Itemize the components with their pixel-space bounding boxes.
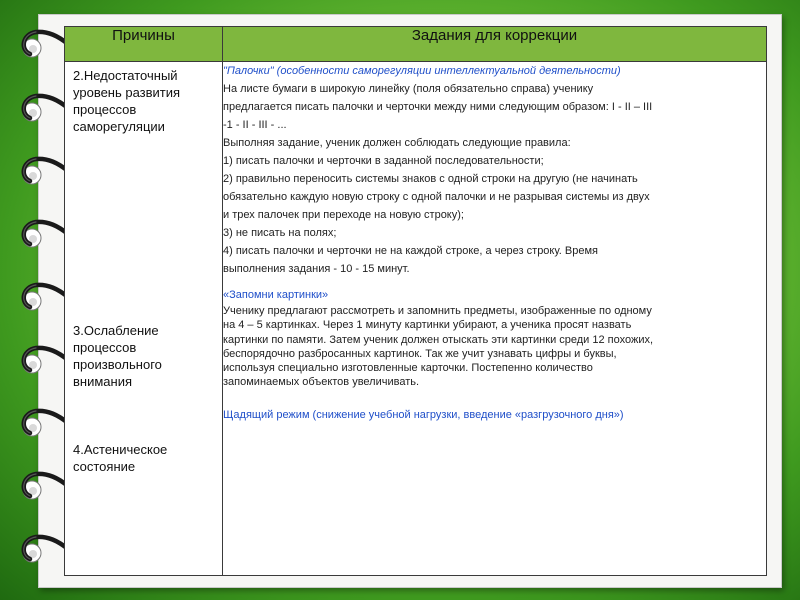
cause-self-regulation: 2.Недостаточный уровень развития процессов саморегуляции: [73, 68, 181, 134]
pictures-line: картинки по памяти. Затем ученик должен отыскать эти картинки среди 12 похожих,: [223, 333, 654, 346]
sticks-line: 4) писать палочки и черточки не на каждой строке, а через строку. Время: [223, 245, 598, 257]
table-header-row: [65, 27, 767, 62]
header-tasks: Задания для коррекции: [223, 27, 767, 62]
cause-attention: 3.Ослабление процессов произвольного внимания: [73, 323, 162, 389]
pictures-line: запоминаемых объектов увеличивать.: [223, 376, 420, 389]
header-causes: Причины: [65, 27, 223, 62]
pictures-description: [223, 304, 766, 390]
sticks-line: 2) правильно переносить системы знаков с одной строки на другую (не начинать: [223, 173, 638, 185]
sticks-line: и трех палочек при переходе на новую строку);: [223, 209, 464, 221]
sticks-line: выполнения задания - 10 - 15 минут.: [223, 263, 410, 275]
sticks-line: 3) не писать на полях;: [223, 227, 337, 239]
pictures-line: используя специально изготовленные карточки. Постепенно количество: [223, 362, 593, 375]
sticks-description: [223, 80, 766, 278]
pictures-line: беспорядочно разбросанных картинок. Так же учит узнавать цифры и буквы,: [223, 347, 617, 360]
sticks-line: 1) писать палочки и черточки в заданной последовательности;: [223, 155, 544, 167]
sticks-line: Выполняя задание, ученик должен соблюдать следующие правила:: [223, 137, 571, 149]
table-row: [65, 62, 767, 576]
cause-asthenic: 4.Астеническое состояние: [73, 442, 168, 474]
sticks-title: "Палочки" (особенности саморегуляции интеллектуальной деятельности): [223, 65, 621, 77]
pictures-title: «Запомни картинки»: [223, 289, 329, 301]
pictures-line: на 4 – 5 картинках. Через 1 минуту картинки убирают, а ученика просят назвать: [223, 319, 632, 332]
sticks-line: -1 - II - III - ...: [223, 119, 287, 131]
tasks-cell: [223, 62, 767, 576]
sticks-line: обязательно каждую новую строку с одной палочки и не разрывая системы из двух: [223, 191, 650, 203]
causes-cell: [65, 62, 223, 576]
gentle-regime: Щадящий режим (снижение учебной нагрузки, введение «разгрузочного дня»): [223, 408, 624, 421]
pictures-line: Ученику предлагают рассмотреть и запомнить предметы, изображенные по одному: [223, 305, 652, 317]
sticks-line: На листе бумаги в широкую линейку (поля обязательно справа) ученику: [223, 83, 594, 95]
correction-table: [64, 26, 767, 576]
sticks-line: предлагается писать палочки и черточки между ними следующим образом: I - II – III: [223, 101, 653, 113]
